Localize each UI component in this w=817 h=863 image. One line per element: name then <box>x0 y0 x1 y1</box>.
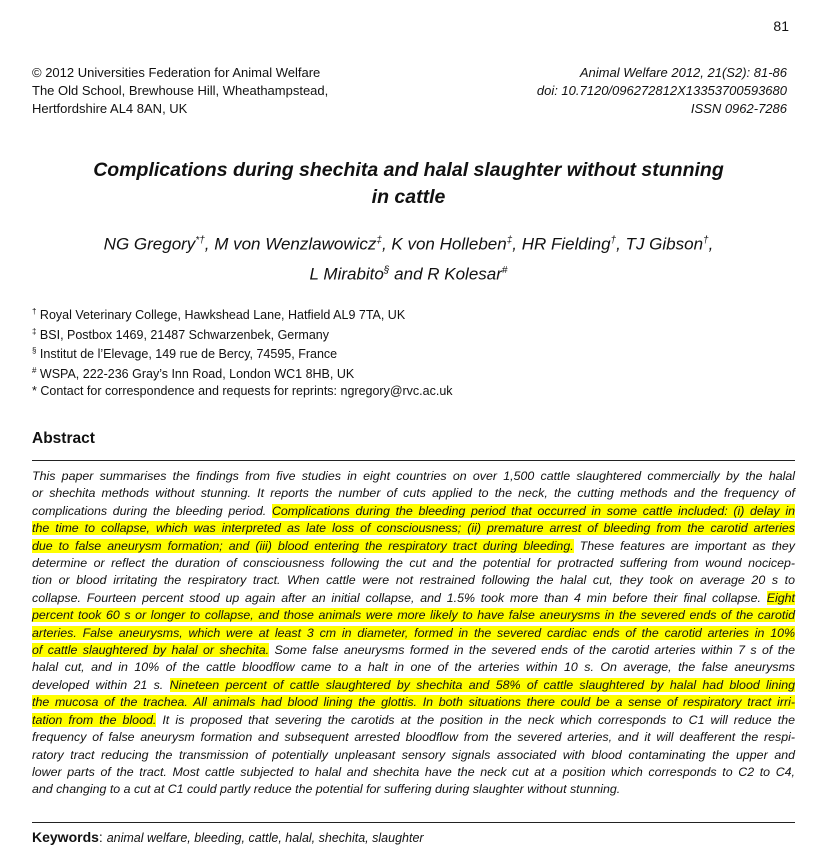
abstract-text: or shechita methods without stunning. It reports the number of cuts applied to the neck, the cutting methods and the frequency of <box>32 486 795 501</box>
author-affiliation-mark: ‡ <box>506 235 513 246</box>
keywords-line <box>32 829 424 845</box>
author-list <box>40 228 777 287</box>
abstract-bottom-rule <box>32 822 795 823</box>
affiliations <box>32 304 453 399</box>
abstract-text: It is proposed that severing the carotids at the position in the neck which corresponds to C1 will reduce the <box>156 712 795 727</box>
paper-title <box>40 157 777 211</box>
affiliation-line <box>32 324 453 344</box>
affiliation-mark: ‡ <box>32 326 37 336</box>
address-line-1: The Old School, Brewhouse Hill, Wheathampstead, <box>32 83 329 98</box>
author-name: and R Kolesar <box>389 264 502 284</box>
highlighted-text: tation from the blood. <box>32 712 157 727</box>
abstract-text: These features are important as they <box>573 538 795 553</box>
abstract-text: halal cut, and in 10% of the cattle bloodflow came to a halt in one of the arteries within 10 s. On average, the false aneurysms <box>32 660 795 675</box>
doi: doi: 10.7120/096272812X13353700593680 <box>536 83 787 98</box>
abstract-line <box>32 572 795 589</box>
keywords-list: animal welfare, bleeding, cattle, halal, shechita, slaughter <box>106 831 424 845</box>
abstract-heading: Abstract <box>32 430 95 447</box>
affiliation-mark: § <box>32 346 37 356</box>
author-affiliation-mark: § <box>383 264 390 276</box>
affiliation-line <box>32 363 453 383</box>
authors-line-1 <box>40 228 777 258</box>
authors-line-2 <box>40 258 777 288</box>
abstract-line <box>32 607 795 624</box>
author-affiliation-mark: † <box>610 235 617 246</box>
abstract-line <box>32 642 795 659</box>
affiliation-text: BSI, Postbox 1469, 21487 Schwarzenbek, Germany <box>36 327 329 342</box>
abstract-text: developed within 21 s. <box>32 677 170 692</box>
author-affiliation-mark: ‡ <box>376 235 382 246</box>
publisher-info <box>32 64 328 118</box>
abstract-text: complications during the bleeding period. <box>32 503 272 518</box>
highlighted-text: Complications during the bleeding period that occurred in some cattle included: (i) delay in <box>271 503 795 518</box>
affiliation-text: Institut de l’Elevage, 149 rue de Bercy, 74595, France <box>36 347 338 362</box>
highlighted-text: Eight <box>766 590 795 605</box>
abstract-line <box>32 590 795 607</box>
abstract-top-rule <box>32 460 795 461</box>
affiliation-line <box>32 383 453 400</box>
affiliation-mark: † <box>32 307 37 316</box>
address-line-2: Hertfordshire AL4 8AN, UK <box>32 101 188 116</box>
highlighted-text: of cattle slaughtered by halal or shechita. <box>32 643 270 658</box>
abstract-text: and changing to a cut at C1 could partly reduce the potential for suffering during slaughter without stunning. <box>32 782 621 797</box>
abstract-body <box>32 468 795 799</box>
highlighted-text: percent took 60 s or longer to collapse, and those animals were more likely to have false aneurysms in the severed ends of the carotid <box>32 608 795 623</box>
abstract-text: determine or reflect the duration of consciousness following the cut and the potential for protracted suffering from wound nocicep- <box>32 556 795 571</box>
abstract-line <box>32 485 795 502</box>
author-name: , <box>708 234 714 254</box>
affiliation-line <box>32 304 453 324</box>
title-line-1: Complications during shechita and halal slaughter without stunning <box>93 159 724 181</box>
abstract-text: This paper summarises the findings from five studies in eight countries on over 1,500 cattle slaughtered commercially by the halal <box>32 469 795 483</box>
affiliation-line <box>32 343 453 363</box>
affiliation-text: WSPA, 222-236 Gray’s Inn Road, London WC1 8HB, UK <box>36 367 355 382</box>
highlighted-text: due to false aneurysm formation; and (iii) blood entering the respiratory tract during bleeding. <box>32 538 574 553</box>
abstract-text: Some false aneurysms formed in the severed ends of the carotid arteries within 7 s of the <box>269 643 795 658</box>
abstract-line <box>32 520 795 537</box>
highlighted-text: the mucosa of the trachea. All animals had blood lining the glottis. In both situations there could be a sense of respiratory tract irri- <box>32 695 795 710</box>
affiliation-mark: # <box>32 365 37 375</box>
affiliation-text: * Contact for correspondence and requests for reprints: ngregory@rvc.ac.uk <box>32 383 453 398</box>
author-name: , M von Wenzlawowicz <box>204 234 377 254</box>
author-name: , HR Fielding <box>512 234 611 254</box>
author-affiliation-mark: *† <box>195 235 205 246</box>
abstract-line <box>32 503 795 520</box>
keywords-separator: : <box>98 829 107 845</box>
highlighted-text: Nineteen percent of cattle slaughtered by shechita and 58% of cattle slaughtered by halal had blood lining <box>169 677 795 692</box>
author-name: NG Gregory <box>103 234 196 254</box>
title-line-2: in cattle <box>371 186 446 208</box>
abstract-text: tion or blood irritating the respiratory tract. When cattle were not restrained following the halal cut, they took on average 20 s to <box>32 573 795 588</box>
copyright-line: © 2012 Universities Federation for Animal Welfare <box>32 65 321 80</box>
abstract-line <box>32 712 795 729</box>
author-name: , K von Holleben <box>381 234 507 254</box>
abstract-line <box>32 747 795 764</box>
highlighted-text: the time to collapse, which was interpreted as late loss of consciousness; (ii) premature arrest of bleeding from the carotid arteries <box>32 521 795 536</box>
abstract-line <box>32 764 795 781</box>
author-affiliation-mark: # <box>501 264 508 276</box>
highlighted-text: arteries. False aneurysms, which were at least 3 cm in diameter, formed in the severed cardiac ends of the carotid arteries in 10% <box>32 625 795 640</box>
abstract-line <box>32 781 795 798</box>
affiliation-text: Royal Veterinary College, Hawkshead Lane, Hatfield AL9 7TA, UK <box>36 308 406 323</box>
journal-info <box>537 64 787 118</box>
keywords-label: Keywords <box>32 829 99 845</box>
abstract-text: collapse. Fourteen percent stood up again after an initial collapse, and 1.5% took more than 4 min before their final collapse. <box>32 590 767 605</box>
abstract-line <box>32 694 795 711</box>
author-name: L Mirabito <box>309 264 384 284</box>
abstract-line <box>32 468 795 485</box>
abstract-line <box>32 555 795 572</box>
page-number: 81 <box>773 18 789 34</box>
abstract-line <box>32 538 795 555</box>
abstract-line <box>32 659 795 676</box>
abstract-line <box>32 677 795 694</box>
issn: ISSN 0962-7286 <box>690 101 787 116</box>
abstract-line <box>32 625 795 642</box>
journal-citation: Animal Welfare 2012, 21(S2): 81-86 <box>579 65 787 80</box>
abstract-text: lower parts of the tract. Most cattle subjected to halal and shechita have the neck cut at a position which corresponds to C2 to C4, <box>32 764 795 779</box>
author-name: , TJ Gibson <box>616 234 704 254</box>
abstract-text: frequency of false aneurysm formation and subsequent arrested bloodflow from the severed arteries, and it will deafferent the respi- <box>32 730 795 745</box>
author-affiliation-mark: † <box>703 235 709 246</box>
abstract-line <box>32 729 795 746</box>
abstract-text: ratory tract reducing the transmission of potentially unpleasant sensory signals associated with blood contaminating the upper and <box>32 747 795 762</box>
